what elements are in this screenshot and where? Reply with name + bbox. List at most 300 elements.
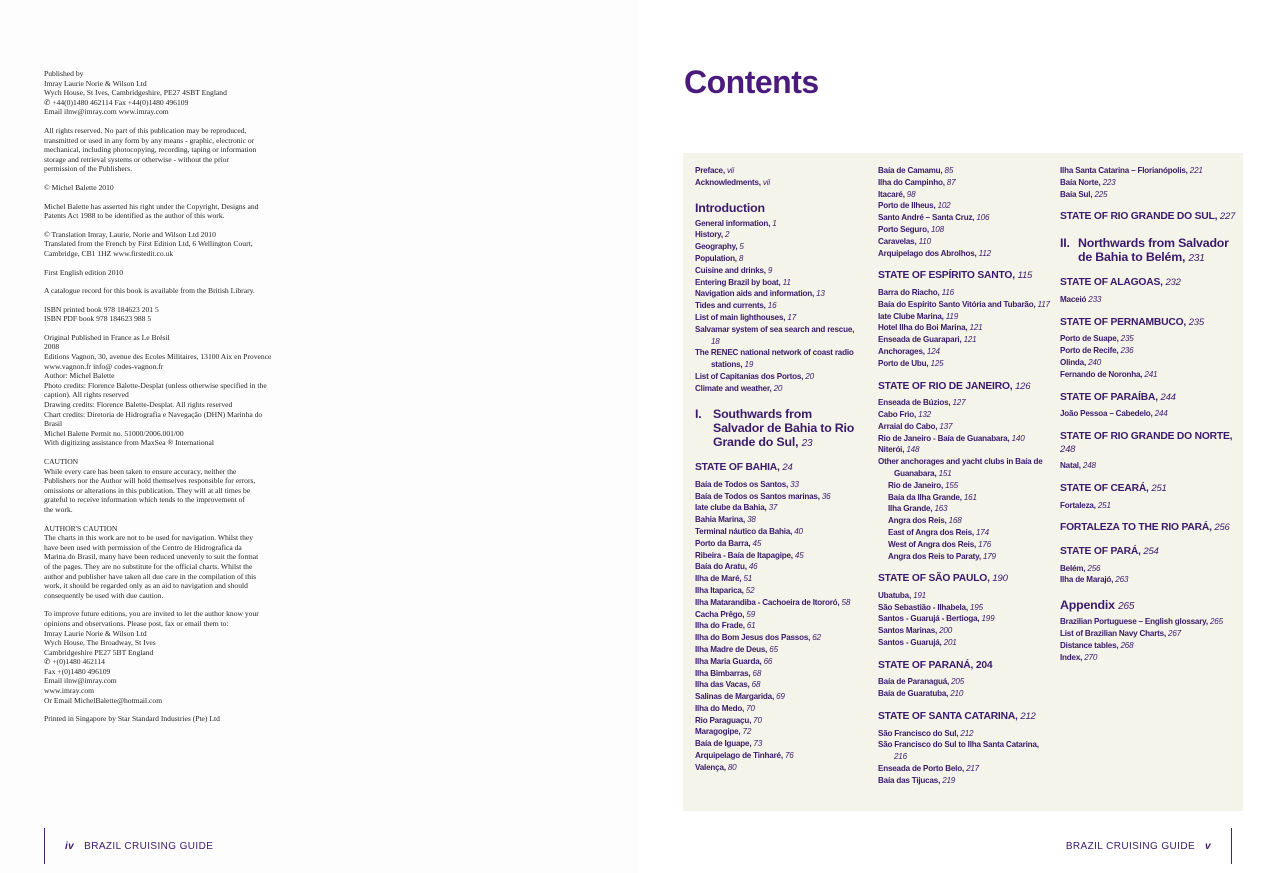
toc-entry-label: STATE OF PARANÁ, 204 [878, 659, 993, 671]
toc-entry[interactable] [695, 300, 863, 312]
toc-entry[interactable] [695, 347, 863, 371]
toc-page-number: 174 [976, 527, 989, 537]
toc-entry-label: Introduction [695, 200, 765, 215]
toc-entry[interactable] [878, 539, 1053, 551]
toc-entry[interactable] [1060, 616, 1238, 628]
toc-page-number: 98 [906, 189, 916, 199]
imprint-line: ✆ +44(0)1480 462114 Fax +44(0)1480 496109 [44, 97, 189, 107]
toc-entry[interactable] [1060, 165, 1238, 177]
toc-entry[interactable] [695, 644, 863, 656]
toc-entry-label: Porto Seguro, [878, 224, 931, 234]
imprint-line: Brasil [44, 419, 63, 429]
toc-entry[interactable] [878, 287, 1053, 299]
toc-page-number: 11 [782, 277, 791, 287]
imprint-line: Published by [44, 69, 84, 78]
toc-page-number: 112 [978, 248, 991, 258]
toc-entry-label: Iate clube da Bahia, [695, 503, 769, 513]
imprint-paragraph [44, 183, 314, 193]
toc-entry[interactable] [878, 637, 1053, 649]
toc-entry-label: Porto de Ilheus, [878, 201, 938, 211]
imprint-line: Wych House, The Broadway, St Ives [44, 638, 156, 648]
toc-page-number: 190 [992, 573, 1008, 585]
imprint-paragraph [44, 457, 314, 515]
toc-entry[interactable] [695, 253, 863, 265]
toc-entry[interactable] [695, 265, 863, 277]
toc-entry[interactable] [695, 288, 863, 300]
toc-entry[interactable] [878, 433, 1053, 445]
toc-entry[interactable] [695, 177, 863, 189]
toc-entry[interactable] [695, 668, 863, 680]
imprint-line: transmitted or used in any form by any means - graphic, electronic or [44, 135, 255, 145]
toc-entry-label: Porto de Recife, [1060, 346, 1121, 356]
toc-entry-label: Angra dos Reis to Paraty, [888, 551, 983, 561]
right-running-title: BRAZIL CRUISING GUIDE [1065, 840, 1196, 852]
imprint-line: storage and retrieval systems or otherwise - without the prior [44, 154, 229, 164]
toc-entry[interactable] [695, 679, 863, 691]
toc-entry[interactable] [878, 775, 1053, 787]
toc-entry[interactable] [695, 502, 863, 514]
toc-entry[interactable] [878, 358, 1053, 370]
toc-entry-label: STATE OF SÃO PAULO, [878, 573, 993, 585]
toc-state-heading[interactable] [878, 573, 1053, 586]
toc-page-number: 70 [753, 715, 762, 725]
toc-entry[interactable] [878, 763, 1053, 775]
toc-entry[interactable] [878, 480, 1053, 492]
toc-entry[interactable] [1060, 369, 1238, 381]
imprint-line: To improve future editions, you are invited to let the author know your [44, 609, 259, 619]
toc-entry[interactable] [878, 688, 1053, 700]
toc-page-number: vii [726, 166, 734, 175]
toc-entry[interactable] [878, 397, 1053, 409]
toc-entry[interactable] [878, 334, 1053, 346]
imprint-line: First English edition 2010 [44, 267, 124, 277]
imprint-line: Translated from the French by First Edition Ltd, 6 Wellington Court, [44, 239, 253, 249]
toc-entry[interactable] [695, 715, 863, 727]
toc-entry-label: List of Brazilian Navy Charts, [1060, 628, 1169, 638]
toc-entry[interactable] [695, 218, 863, 230]
toc-entry-label: Ilha Grande, [888, 504, 935, 514]
toc-page-number: 227 [1219, 211, 1236, 223]
toc-page-number: 17 [787, 312, 796, 322]
toc-entry-label: Ilha Itaparica, [695, 585, 746, 595]
imprint-line: author and publisher have taken all due care in the compilation of this [44, 571, 257, 581]
toc-state-heading[interactable] [1060, 211, 1238, 224]
imprint-line: A catalogue record for this book is available from the British Library. [44, 286, 255, 296]
toc-entry-label: Baía das Tijucas, [878, 775, 943, 785]
toc-page-number: 216 [894, 752, 907, 762]
toc-entry[interactable] [1060, 500, 1238, 512]
toc-entry-label: Population, [695, 253, 739, 263]
toc-entry-label: East of Angra dos Reis, [888, 527, 976, 537]
imprint-line: Marina do Brasil, many have been reduced unevenly to suit the format [44, 552, 259, 562]
toc-entry[interactable] [878, 515, 1053, 527]
imprint-line: www.vagnon.fr info@ codes-vagnon.fr [44, 361, 164, 371]
toc-entry[interactable] [695, 656, 863, 668]
toc-page-number: vii [762, 177, 770, 187]
toc-entry[interactable] [878, 409, 1053, 421]
imprint-line: Author: Michel Balette [44, 371, 115, 381]
toc-entry[interactable] [878, 602, 1053, 614]
toc-entry-label: STATE OF RIO GRANDE DO SUL, [1060, 211, 1220, 223]
toc-page-number: 241 [1144, 369, 1158, 379]
imprint-line: mechanical, including photocopying, recording, taping or information [44, 145, 257, 155]
toc-entry-label: Baía do Aratu, [695, 562, 749, 572]
toc-entry[interactable] [695, 550, 863, 562]
toc-page-number: 263 [1115, 575, 1129, 585]
toc-state-heading[interactable] [1060, 392, 1238, 405]
toc-entry[interactable] [1060, 640, 1238, 652]
toc-page-number: 176 [978, 539, 991, 549]
toc-entry[interactable] [878, 236, 1053, 248]
toc-page-number: 45 [794, 550, 804, 560]
toc-page-number: 119 [945, 311, 959, 321]
toc-entry-label: Ubatuba, [878, 590, 914, 600]
toc-entry[interactable] [878, 444, 1053, 456]
toc-page-number: 102 [937, 201, 951, 211]
imprint-line: While every care has been taken to ensure accuracy, neither the [44, 466, 237, 476]
toc-state-heading[interactable] [878, 711, 1053, 724]
toc-page-number: 151 [938, 468, 952, 478]
toc-section-heading[interactable] [1060, 598, 1238, 614]
toc-entry-label: Terminal náutico da Bahia, [695, 526, 795, 536]
toc-page-number: 38 [747, 515, 756, 525]
toc-entry[interactable] [695, 479, 863, 491]
toc-entry[interactable] [878, 299, 1053, 311]
toc-entry[interactable] [695, 383, 863, 395]
toc-entry-label: Ilha das Vacas, [695, 680, 752, 690]
imprint-line: Michel Balette Permit no. 51000/2006.001/00 [44, 428, 184, 438]
toc-page-number: 59 [746, 609, 755, 619]
toc-entry[interactable] [1060, 294, 1238, 306]
imprint-line: Chart credits: Diretoria de Hidrografia e Navegação (DHN) Marinha do [44, 409, 263, 419]
toc-page-number: 126 [1015, 380, 1031, 392]
toc-entry[interactable] [695, 241, 863, 253]
toc-page-number: 117 [1037, 299, 1050, 309]
toc-page-number: 46 [748, 562, 758, 572]
toc-entry-label: Ilha Matarandiba - Cachoeira de Itororó, [695, 597, 842, 607]
toc-entry[interactable] [695, 750, 863, 762]
toc-entry-label: Enseada de Porto Belo, [878, 764, 967, 774]
toc-page-number: 240 [1088, 357, 1101, 367]
toc-entry-label: Ilha do Campinho, [878, 177, 947, 187]
toc-page-number: 200 [939, 626, 953, 636]
toc-page-number: 5 [739, 242, 744, 252]
toc-state-heading[interactable] [878, 381, 1053, 394]
toc-entry-label: Climate and weather, [695, 383, 774, 393]
toc-entry[interactable] [1060, 177, 1238, 189]
toc-entry[interactable] [695, 703, 863, 715]
toc-page-number: 127 [952, 398, 966, 408]
toc-page-number: 106 [976, 213, 990, 223]
toc-entry[interactable] [695, 491, 863, 503]
toc-state-heading[interactable] [1060, 317, 1238, 330]
imprint-paragraph [44, 126, 314, 174]
toc-entry[interactable] [1060, 563, 1238, 575]
imprint-line: permission of the Publishers. [44, 164, 133, 174]
toc-entry[interactable] [878, 728, 1053, 740]
toc-page-number: 58 [841, 597, 851, 607]
toc-entry[interactable] [878, 189, 1053, 201]
toc-entry-label: Ilha Madre de Deus, [695, 644, 770, 654]
imprint-paragraph [44, 268, 314, 278]
toc-entry[interactable] [695, 277, 863, 289]
toc-entry-label: São Francisco do Sul to Ilha Santa Catarina, [878, 740, 1039, 750]
toc-entry[interactable] [878, 212, 1053, 224]
toc-entry[interactable] [1060, 345, 1238, 357]
toc-entry[interactable] [695, 312, 863, 324]
toc-entry[interactable] [878, 224, 1053, 236]
right-page [638, 0, 1276, 873]
toc-entry[interactable] [878, 165, 1053, 177]
toc-part-text [713, 407, 863, 452]
toc-entry[interactable] [695, 165, 863, 177]
toc-entry[interactable] [878, 200, 1053, 212]
toc-page-number: 40 [794, 526, 803, 536]
toc-page-number: 235 [1120, 334, 1134, 344]
toc-page-number: 179 [982, 551, 996, 561]
toc-entry-label: Baía Sul, [1060, 189, 1095, 199]
left-running-title: BRAZIL CRUISING GUIDE [84, 840, 214, 852]
toc-page-number: 116 [941, 287, 954, 297]
toc-page-number: 1 [772, 218, 777, 228]
toc-entry[interactable] [878, 177, 1053, 189]
toc-entry[interactable] [878, 248, 1053, 260]
toc-page-number: 124 [926, 346, 940, 356]
toc-entry[interactable] [695, 726, 863, 738]
toc-page-number: 66 [763, 656, 773, 666]
toc-entry[interactable] [695, 561, 863, 573]
toc-page-number: 223 [1102, 177, 1116, 187]
toc-part-text [1078, 236, 1238, 266]
toc-entry-label: Natal, [1060, 461, 1083, 471]
toc-entry[interactable] [695, 738, 863, 750]
toc-state-heading[interactable] [1060, 431, 1238, 456]
toc-entry-label: Maragogipe, [695, 727, 743, 737]
toc-page-number: 137 [939, 421, 953, 431]
toc-page-number: 2 [724, 230, 730, 240]
toc-page-number: 217 [966, 764, 979, 774]
toc-page-number: 85 [944, 166, 954, 175]
imprint-line: © Translation Imray, Laurie, Norie and Wilson Ltd 2010 [44, 229, 216, 239]
imprint-paragraph [44, 305, 314, 324]
toc-entry[interactable] [1060, 628, 1238, 640]
toc-entry-label: Caravelas, [878, 236, 919, 246]
toc-entry[interactable] [695, 585, 863, 597]
imprint-line: ISBN PDF book 978 184623 988 5 [44, 314, 152, 324]
toc-page-number: 69 [776, 692, 785, 702]
toc-entry-label: Ribeira - Baía de Itapagipe, [695, 550, 795, 560]
toc-entry[interactable] [695, 597, 863, 609]
imprint-line: Imray Laurie Norie & Wilson Ltd [44, 628, 147, 638]
toc-entry-label: Santos - Guarujá - Bertioga, [878, 614, 982, 624]
imprint-line: ISBN printed book 978 184623 201 5 [44, 304, 159, 314]
toc-entry-label: West of Angra dos Reis, [888, 539, 979, 549]
toc-entry-label: Fortaleza, [1060, 500, 1098, 510]
toc-entry[interactable] [695, 609, 863, 621]
toc-entry[interactable] [878, 676, 1053, 688]
toc-entry-label: Baía do Espírito Santo Vitória and Tubarão, [878, 299, 1038, 309]
toc-page-number: 20 [773, 383, 783, 393]
toc-state-heading[interactable] [695, 462, 863, 475]
toc-entry[interactable] [695, 514, 863, 526]
toc-entry[interactable] [695, 762, 863, 774]
imprint-paragraph [44, 714, 314, 724]
imprint-line: Wych House, St Ives, Cambridgeshire, PE27 4SBT England [44, 88, 227, 98]
imprint-line: Michel Balette has asserted his right under the Copyright, Designs and [44, 201, 259, 211]
toc-entry[interactable] [878, 456, 1053, 480]
toc-page-number: 33 [790, 479, 799, 489]
toc-entry[interactable] [878, 322, 1053, 334]
toc-entry[interactable] [695, 229, 863, 241]
toc-part-heading[interactable] [695, 407, 863, 452]
toc-entry[interactable] [1060, 408, 1238, 420]
toc-entry[interactable] [695, 324, 863, 348]
toc-page-number: 87 [946, 177, 956, 187]
toc-page-number: 235 [1188, 316, 1204, 328]
toc-page-number: 68 [752, 668, 762, 678]
toc-page-number: 244 [1160, 391, 1176, 403]
toc-part-heading[interactable] [1060, 236, 1238, 266]
toc-entry[interactable] [1060, 333, 1238, 345]
toc-entry[interactable] [878, 739, 1053, 763]
toc-page-number: 233 [1088, 294, 1102, 304]
toc-box [683, 153, 1243, 811]
toc-page-number: 140 [1011, 433, 1025, 443]
toc-entry-label: Baía de Iguape, [695, 739, 754, 749]
toc-entry[interactable] [1060, 357, 1238, 369]
toc-entry[interactable] [878, 613, 1053, 625]
imprint-line: AUTHOR'S CAUTION [44, 523, 118, 533]
toc-entry[interactable] [695, 632, 863, 644]
toc-entry-label: Olinda, [1060, 357, 1089, 367]
imprint-line: Email ilnw@imray.com [44, 676, 117, 686]
imprint-line: The charts in this work are not to be used for navigation. Whilst they [44, 533, 254, 543]
toc-entry-label: Valença, [695, 762, 728, 772]
toc-entry[interactable] [878, 625, 1053, 637]
toc-entry-label: Ilha Maria Guarda, [695, 656, 764, 666]
toc-page-number: 52 [745, 585, 755, 595]
toc-entry-label: Baía de Guaratuba, [878, 689, 951, 699]
toc-page-number: 267 [1168, 628, 1181, 638]
toc-entry-label: Rio Paraguaçu, [695, 715, 754, 725]
toc-entry-label: History, [695, 230, 725, 240]
toc-entry-label: Baía de Todos os Santos marinas, [695, 491, 822, 501]
toc-entry[interactable] [1060, 460, 1238, 472]
toc-entry-label: Ilha do Bom Jesus dos Passos, [695, 633, 813, 643]
toc-page-number: 121 [969, 323, 983, 333]
toc-entry-label: STATE OF PERNAMBUCO, [1060, 316, 1189, 328]
toc-entry[interactable] [695, 691, 863, 703]
toc-entry-label: Ilha do Medo, [695, 703, 747, 713]
toc-entry-label: Salinas de Margarida, [695, 692, 777, 702]
toc-entry-label: Navigation aids and information, [695, 289, 817, 299]
toc-entry-label: Appendix [1060, 598, 1119, 613]
toc-entry-label: STATE OF PARAÍBA, [1060, 391, 1161, 403]
toc-page-number: 191 [913, 590, 926, 600]
toc-entry-label: Rio de Janeiro, [888, 480, 946, 490]
toc-state-heading[interactable] [1060, 522, 1238, 535]
toc-entry[interactable] [878, 527, 1053, 539]
imprint-line: ✆ +(0)1480 462114 [44, 657, 105, 667]
toc-entry-label: Porto de Ubu, [878, 358, 931, 368]
toc-entry-label: Ilha Santa Catarina – Florianópolis, [1060, 166, 1190, 175]
toc-entry-label: Hotel Ilha do Boi Marina, [878, 323, 970, 333]
toc-entry-label: Fernando de Noronha, [1060, 369, 1145, 379]
toc-entry[interactable] [1060, 652, 1238, 664]
toc-entry-label: STATE OF RIO GRANDE DO NORTE, [1060, 430, 1233, 442]
toc-entry[interactable] [878, 421, 1053, 433]
toc-page-number: 80 [727, 762, 737, 772]
toc-page-number: 115 [1017, 270, 1033, 282]
toc-entry[interactable] [695, 620, 863, 632]
toc-state-heading[interactable] [1060, 277, 1238, 290]
toc-entry-label: João Pessoa – Cabedelo, [1060, 409, 1155, 419]
toc-entry-label: General information, [695, 218, 773, 228]
toc-entry[interactable] [695, 371, 863, 383]
toc-entry[interactable] [1060, 189, 1238, 201]
toc-entry[interactable] [878, 590, 1053, 602]
toc-page-number: 73 [753, 739, 763, 749]
toc-entry-label: São Francisco do Sul, [878, 728, 961, 738]
toc-entry-label: Bahia Marina, [695, 515, 748, 525]
imprint-line: have been used with permission of the Centro de Hidrografica da [44, 542, 242, 552]
toc-page-number: 265 [1209, 617, 1223, 627]
toc-entry[interactable] [878, 503, 1053, 515]
toc-entry[interactable] [695, 538, 863, 550]
toc-page-number: 254 [1143, 545, 1159, 557]
toc-state-heading[interactable] [1060, 546, 1238, 559]
toc-entry-label: Preface, [695, 166, 727, 175]
toc-entry[interactable] [695, 526, 863, 538]
toc-entry-label: Santos - Guarujá, [878, 638, 944, 648]
toc-state-heading[interactable] [878, 660, 1053, 673]
toc-entry[interactable] [695, 573, 863, 585]
toc-state-heading[interactable] [878, 270, 1053, 283]
toc-entry-label: Arquipelago dos Abrolhos, [878, 248, 979, 258]
toc-entry-label: Salvamar system of sea search and rescue, [695, 324, 855, 334]
imprint-line: Publishers nor the Author will hold themselves responsible for errors, [44, 476, 256, 486]
toc-page-number: 108 [930, 224, 944, 234]
toc-entry[interactable] [878, 311, 1053, 323]
toc-entry-label: São Sebastião - Ilhabela, [878, 602, 970, 612]
toc-entry-label: STATE OF ESPÍRITO SANTO, [878, 270, 1018, 282]
toc-entry[interactable] [878, 551, 1053, 563]
imprint-line: of the pages. They are no substitute for the official charts. Whilst the [44, 561, 253, 571]
imprint-line: With digitizing assistance from MaxSea ® International [44, 438, 214, 448]
left-page-number: iv [65, 840, 75, 852]
toc-entry-label: Cuisine and drinks, [695, 265, 768, 275]
toc-page-number: 65 [769, 644, 778, 654]
toc-page-number: 51 [743, 574, 753, 584]
toc-page-number: 37 [768, 503, 778, 513]
toc-state-heading[interactable] [1060, 483, 1238, 496]
toc-part-number: I. [695, 406, 702, 421]
toc-page-number: 72 [742, 727, 752, 737]
toc-entry[interactable] [878, 492, 1053, 504]
toc-entry-label: Itacaré, [878, 189, 907, 199]
toc-page-number: 168 [948, 516, 962, 526]
toc-entry-label: The RENEC national network of coast radio stations, [695, 348, 854, 370]
toc-page-number: 236 [1120, 346, 1134, 356]
toc-entry[interactable] [1060, 574, 1238, 586]
toc-section-heading[interactable] [695, 201, 863, 216]
toc-entry[interactable] [878, 346, 1053, 358]
toc-column-1 [695, 165, 863, 774]
toc-page-number: 205 [951, 677, 965, 687]
toc-part-number: II. [1060, 235, 1070, 250]
toc-entry-label: STATE OF ALAGOAS, [1060, 277, 1166, 289]
toc-entry-label: Cabo Frio, [878, 409, 919, 419]
